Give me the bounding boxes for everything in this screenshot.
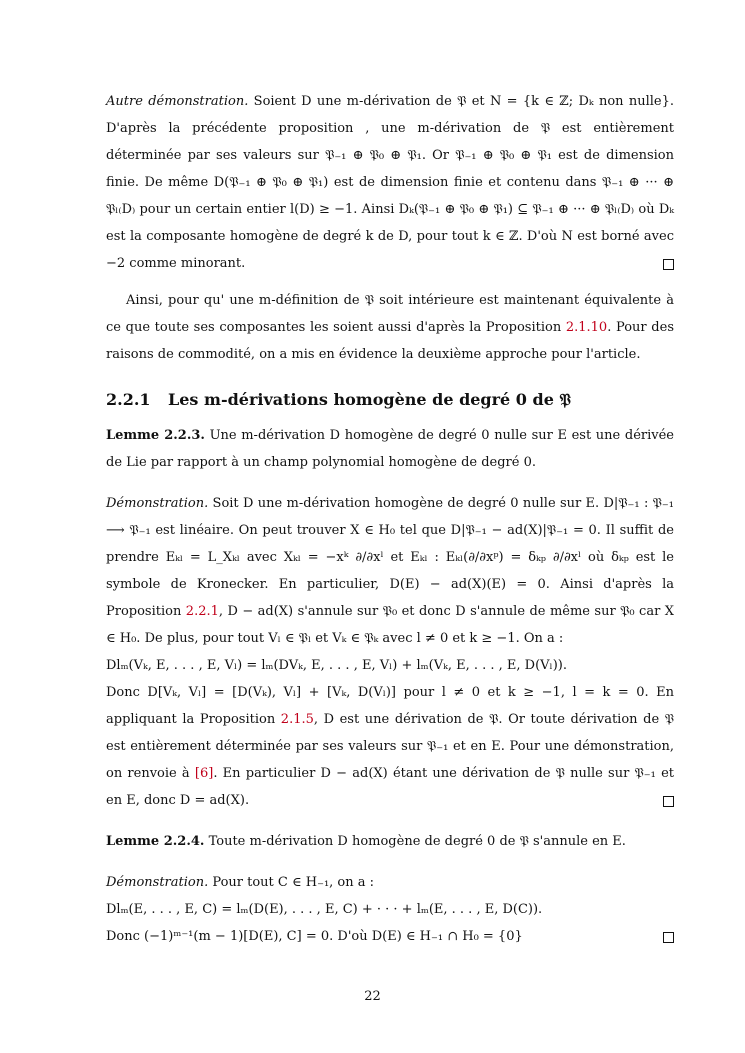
demonstration-223-formula (106, 652, 674, 679)
demonstration-224-line1: Pour tout C ∈ H₋₁, on a : (212, 875, 375, 890)
autre-demonstration-label: Autre démonstration. (106, 94, 249, 109)
page-number: 22 (364, 989, 381, 1004)
ainsi-text-end: . Pour des raisons de commodité, on a mis en évidence la deuxième approche pour l'article. (106, 320, 674, 362)
proposition-215-link[interactable]: 2.1.5 (280, 712, 314, 727)
lemme-224 (106, 828, 674, 855)
demonstration-223-part3: Donc D[Vₖ, Vₗ] = [D(Vₖ), Vₗ] + [Vₖ, D(Vₗ)] pour l ≠ 0 et k ≥ −1, l = k = 0. En appliquant la Proposition (106, 685, 674, 727)
demonstration-224-line3: Donc (−1)ᵐ⁻¹(m − 1)[D(E), C] = 0. D'où D(E) ∈ H₋₁ ∩ H₀ = {0} (106, 929, 523, 944)
qed-square-icon (663, 259, 674, 270)
demonstration-223-part2: , D − ad(X) s'annule sur 𝔓₀ et donc D s'annule de même sur 𝔓₀ car X ∈ H₀. De plus, pour tout Vₗ ∈ 𝔓ₗ et Vₖ ∈ 𝔓ₖ avec l ≠ 0 et k ≥ −1. On a : (106, 604, 674, 646)
citation-6-link[interactable]: [6] (194, 766, 214, 781)
demonstration-223-part4: , D est une dérivation de 𝔓. Or toute dérivation de 𝔓 est entièrement déterminée par ses valeurs sur 𝔓₋₁ et en E. Pour une démonstration, on renvoie à (106, 712, 674, 781)
autre-demonstration-paragraph (106, 88, 674, 277)
section-title: Les m-dérivations homogène de degré 0 de 𝔓 (168, 390, 571, 409)
lemme-223 (106, 422, 674, 476)
page-body (106, 88, 674, 950)
lemme-223-text: Une m-dérivation D homogène de degré 0 nulle sur E est une dérivée de Lie par rapport à un champ polynomial homogène de degré 0. (106, 428, 674, 470)
demonstration-223-part5: . En particulier D − ad(X) étant une dérivation de 𝔓 nulle sur 𝔓₋₁ et en E, donc D = ad(X). (106, 766, 674, 808)
formula-dl-e: Dlₘ(E, . . . , E, C) = lₘ(D(E), . . . , E, C) + · · · + lₘ(E, . . . , E, D(C)). (106, 902, 543, 917)
demonstration-223 (106, 490, 674, 652)
autre-demonstration-text: Soient D une m-dérivation de 𝔓 et N = {k ∈ ℤ; Dₖ non nulle}. D'après la précédente proposition , une m-dérivation de 𝔓 est entièrement déterminée par ses valeurs sur 𝔓₋₁ ⊕ 𝔓₀ ⊕ 𝔓₁. Or 𝔓₋₁ ⊕ 𝔓₀ ⊕ 𝔓₁ est de dimension finie. De même D(𝔓₋₁ ⊕ 𝔓₀ ⊕ 𝔓₁) est de dimension finie et contenu dans 𝔓₋₁ ⊕ ··· ⊕ 𝔓ₗ₍D₎ pour un certain entier l(D) ≥ −1. Ainsi Dₖ(𝔓₋₁ ⊕ 𝔓₀ ⊕ 𝔓₁) ⊆ 𝔓₋₁ ⊕ ··· ⊕ 𝔓ₗ₍D₎ où Dₖ est la composante homogène de degré k de D, pour tout k ∈ ℤ. D'où N est borné avec −2 comme minorant. (106, 94, 675, 271)
ainsi-text: Ainsi, pour qu' une m-définition de 𝔓 soit intérieure est maintenant équivalente à ce que toute ses composantes les soient aussi d'après la Proposition (106, 293, 674, 335)
formula-dl-vk: Dlₘ(Vₖ, E, . . . , E, Vₗ) = lₘ(DVₖ, E, . . . , E, Vₗ) + lₘ(Vₖ, E, . . . , E, D(Vₗ)). (106, 658, 567, 673)
section-heading (106, 386, 674, 414)
demonstration-224-label: Démonstration. (106, 875, 209, 890)
proposition-ref-link[interactable]: 2.1.10 (565, 320, 608, 335)
section-number: 2.2.1 (106, 390, 151, 409)
demonstration-224-formula (106, 896, 674, 923)
lemme-223-label: Lemme 2.2.3. (106, 428, 205, 443)
lemme-224-text: Toute m-dérivation D homogène de degré 0 de 𝔓 s'annule en E. (208, 834, 626, 849)
demonstration-223-conclusion (106, 679, 674, 814)
ainsi-paragraph (106, 287, 674, 368)
qed-square-icon (663, 932, 674, 943)
proposition-221-link[interactable]: 2.2.1 (185, 604, 219, 619)
qed-square-icon (663, 796, 674, 807)
lemme-224-label: Lemme 2.2.4. (106, 834, 205, 849)
demonstration-223-label: Démonstration. (106, 496, 209, 511)
demonstration-224-conclusion (106, 923, 674, 950)
demonstration-223-part1: Soit D une m-dérivation homogène de degré 0 nulle sur E. D|𝔓₋₁ : 𝔓₋₁ ⟶ 𝔓₋₁ est linéaire. On peut trouver X ∈ H₀ tel que D|𝔓₋₁ − ad(X)|𝔓₋₁ = 0. Il suffit de prendre Eₖₗ = L_Xₖₗ avec Xₖₗ = −xᵏ ∂/∂xˡ et Eₖₗ : Eₖₗ(∂/∂xᵖ) = δₖₚ ∂/∂xˡ où δₖₚ est le symbole de Kronecker. En particulier, D(E) − ad(X)(E) = 0. Ainsi d'après la Proposition (106, 496, 674, 619)
demonstration-224 (106, 869, 674, 896)
